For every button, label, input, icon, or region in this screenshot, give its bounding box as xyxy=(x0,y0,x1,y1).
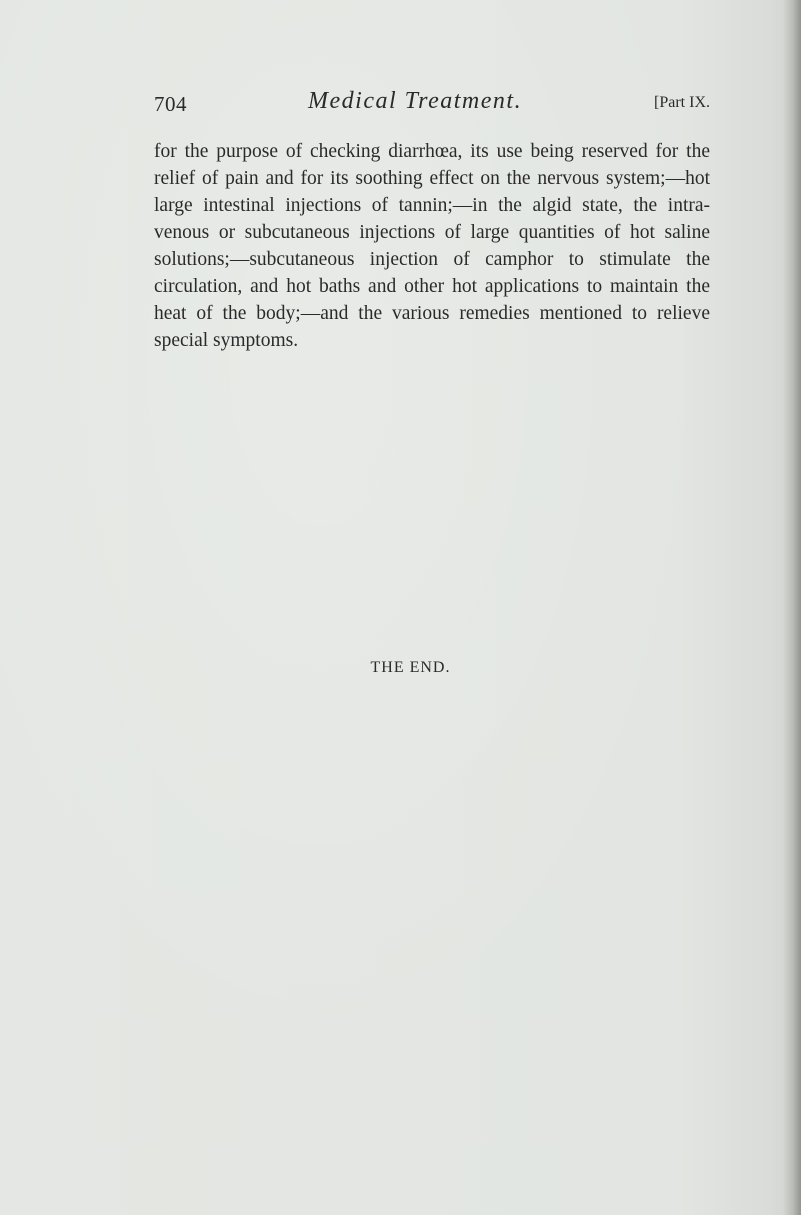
running-header xyxy=(154,88,710,122)
the-end-label: THE END. xyxy=(370,659,451,676)
page-number: 704 xyxy=(154,92,187,116)
body-paragraph: for the purpose of checking diarrhœa, its use being reserved for the relief of pain and for its soothing effect on the nervous system;—hot large intestinal injections of tannin;—in the algid state, the intra-venous or subcutaneous injections of large quantities of hot saline solutions;—subcutaneous injection of camphor to stimulate the circulation, and hot baths and other hot applications to maintain the heat of the body;—and the various remedies mentioned to relieve special symptoms. xyxy=(154,141,710,351)
page-edge-shadow xyxy=(783,0,801,1215)
running-title: Medical Treatment. xyxy=(308,88,523,114)
part-label: [Part IX. xyxy=(654,94,710,111)
